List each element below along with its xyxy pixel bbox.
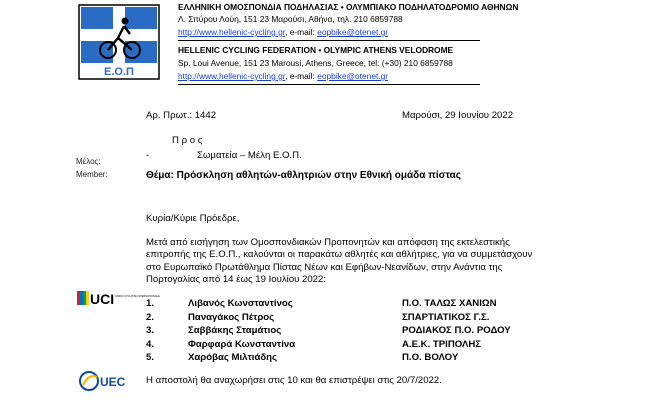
athlete-club: Π.Ο. ΤΑΛΩΣ ΧΑΝΙΩΝ xyxy=(402,298,497,309)
to-label: Π ρ ο ς xyxy=(172,135,203,146)
federation-logo xyxy=(78,4,160,80)
athlete-number: 2. xyxy=(146,311,155,323)
header-gr-title: ΕΛΛΗΝΙΚΗ ΟΜΟΣΠΟΝΔΙΑ ΠΟΔΗΛΑΣΙΑΣ • ΟΛΥΜΠΙΑΚΟ ΠΟΔΗΛΑΤΟΔΡΟΜΙΟ ΑΘΗΝΩΝ xyxy=(178,2,519,12)
letter-paragraph: Μετά από εισήγηση των Ομοσπονδιακών Προπονητών και απόφαση της εκτελεστικής επιτροπής της Ε.Ο.Π., καλούνται οι παρακάτω αθλητές και αθλήτριες, για να συμμετάσχουν στο Ευρωπαϊκό Πρωτάθλημα Πίστας Νέων και Εφήβων-Νεανίδων, στην Ανάντια της Πορτογαλίας από 14 έως 19 Ιουλίου 2022: xyxy=(146,237,533,286)
athlete-number: 5. xyxy=(146,352,155,363)
header-en-address: Sp. Loui Avenue, 151 23 Marousi, Athens, Greece, tel: (+30) 210 6859788 xyxy=(178,58,453,68)
letter-greeting: Κυρία/Κύριε Πρόεδρε, xyxy=(146,213,240,224)
protocol-number: Αρ. Πρωτ.: 1442 xyxy=(146,110,217,121)
header-divider-2 xyxy=(178,84,480,85)
athlete-number: 4. xyxy=(146,338,155,350)
uci-logo-text: UCI xyxy=(90,291,115,307)
uci-logo-subtext: UNION CYCLISTE INTERNATIONALE xyxy=(115,295,160,298)
athlete-number: 3. xyxy=(146,325,155,336)
athlete-name: Χαρόβας Μιλτιάδης xyxy=(188,352,278,363)
uec-logo-text: UEC xyxy=(100,375,126,389)
header-divider-1 xyxy=(178,40,480,41)
header-gr-email-link[interactable]: eopbike@otenet.gr xyxy=(317,27,389,37)
to-recipients: Σωματεία – Μέλη Ε.Ο.Π. xyxy=(197,150,302,161)
athlete-club: ΡΟΔΙΑΚΟΣ Π.Ο. ΡΟΔΟΥ xyxy=(402,325,511,336)
header-en-email-link[interactable]: eopbike@otenet.gr xyxy=(317,71,389,81)
athlete-name: Φαρφαρά Κωνσταντίνα xyxy=(188,338,296,350)
athlete-name: Σαββάκης Σταμάτιος xyxy=(188,325,282,336)
athlete-name: Λιβανός Κωνσταντίνος xyxy=(188,298,293,309)
header-en-title: HELLENIC CYCLING FEDERATION • OLYMPIC ATHENS VELODROME xyxy=(178,45,454,55)
header-gr-address: Λ. Σπύρου Λούη, 151 23 Μαρούσι, Αθήνα, τηλ. 210 6859788 xyxy=(178,14,403,24)
to-dash: - xyxy=(146,150,150,161)
header-gr-site-link[interactable]: http://www.hellenic-cycling.gr xyxy=(178,27,286,37)
athlete-club: Π.Ο. ΒΟΛΟΥ xyxy=(402,352,459,363)
athlete-club: ΣΠΑΡΤΙΑΤΙΚΟΣ Γ.Σ. xyxy=(402,311,490,323)
uci-logo xyxy=(77,289,160,307)
letter-date: Μαρούσι, 29 Ιουνίου 2022 xyxy=(402,110,514,121)
athlete-name: Παναγάκος Πέτρος xyxy=(188,311,275,323)
departure-note: Η αποστολή θα αναχωρήσει στις 10 και θα επιστρέψει στις 20/7/2022. xyxy=(146,375,442,386)
side-label-en: Member: xyxy=(76,170,108,179)
logo-text: Ε.Ο.Π xyxy=(104,66,134,78)
athlete-number: 1. xyxy=(146,298,155,309)
letter-subject: Θέμα: Πρόσκληση αθλητών-αθλητριών στην Εθνική ομάδα πίστας xyxy=(146,170,461,181)
header-en-site-link[interactable]: http://www.hellenic-cycling.gr xyxy=(178,71,286,81)
header-gr-email-label: , e-mail: xyxy=(285,27,315,37)
header-en-contact xyxy=(178,71,388,83)
header-gr-contact xyxy=(178,27,388,39)
uec-logo xyxy=(79,369,129,393)
header-en-email-label: , e-mail: xyxy=(285,71,315,81)
athlete-club: Α.Ε.Κ. ΤΡΙΠΟΛΗΣ xyxy=(402,338,482,350)
side-label-gr: Μέλος: xyxy=(76,157,101,166)
